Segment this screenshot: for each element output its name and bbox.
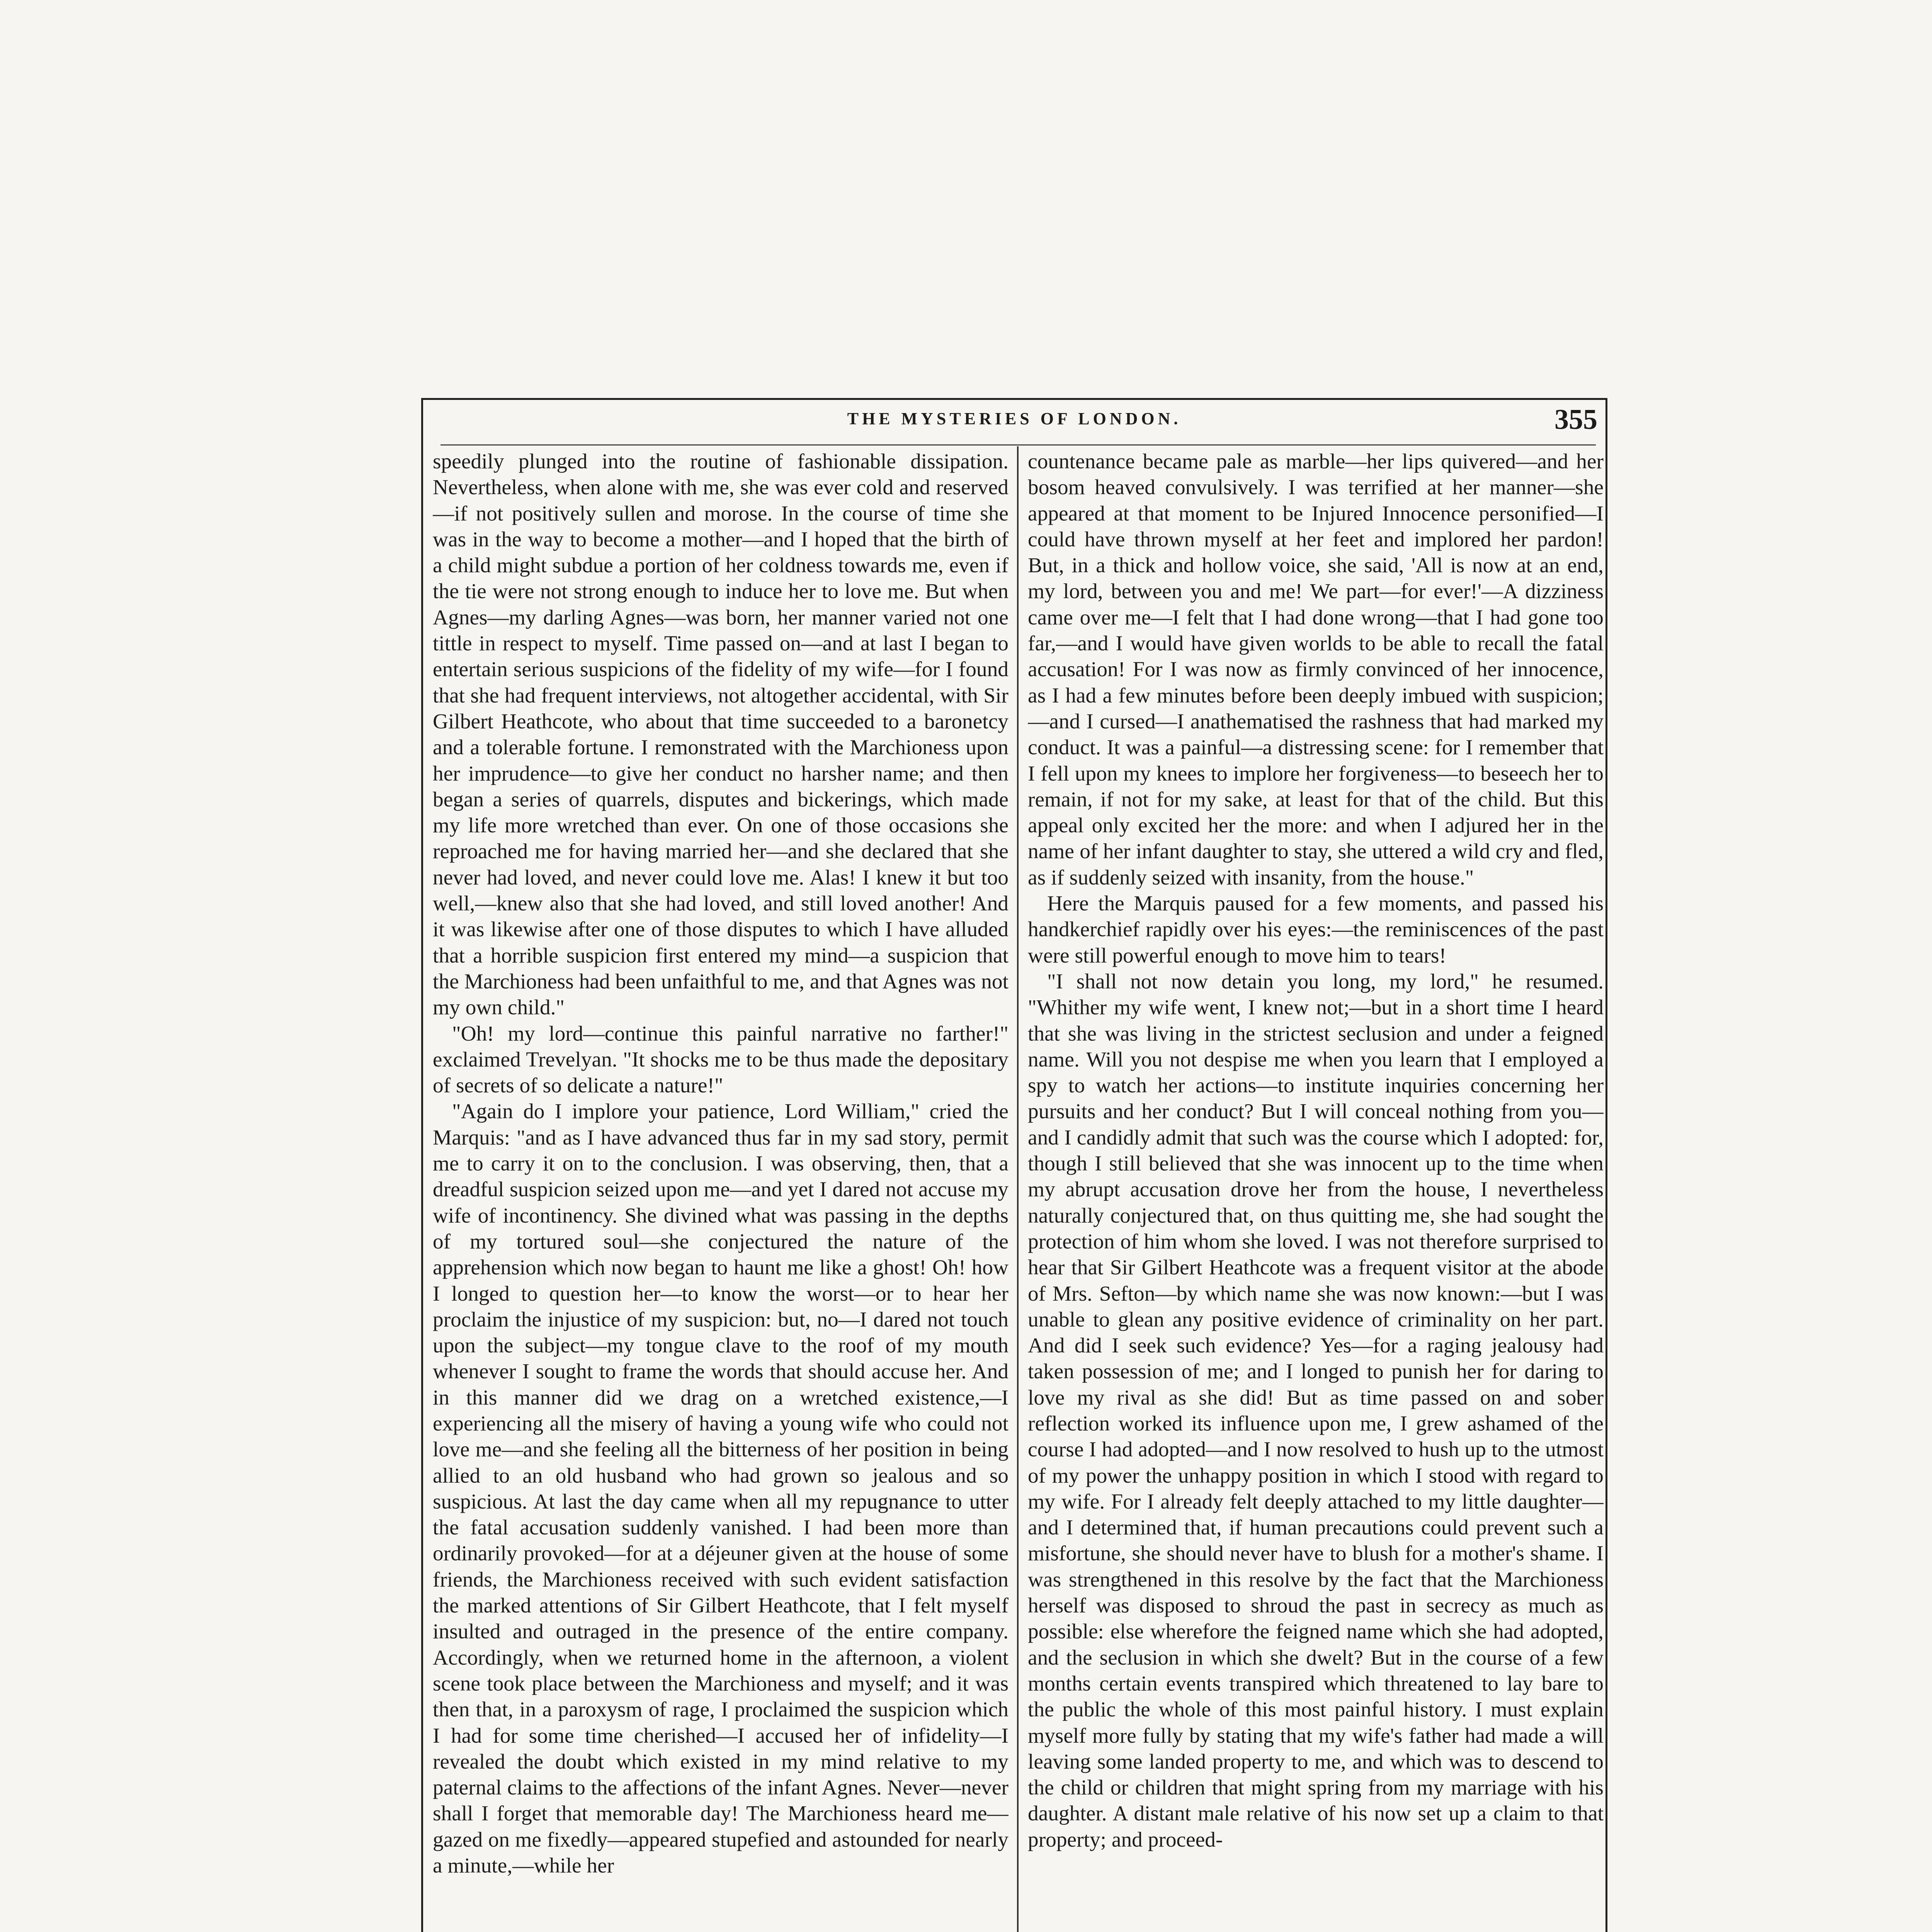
page-header (425, 402, 1604, 444)
column-divider (1017, 446, 1019, 1932)
page-number: 355 (1554, 404, 1597, 435)
right-column (1028, 448, 1604, 1932)
paragraph: speedily plunged into the routine of fashionable dissipation. Nevertheless, when alone with me, she was ever cold and reserved—if not positively sullen and morose. In the course of time she was in the way to become a mother—and I hoped that the birth of a child might subdue a portion of her coldness towards me, even if the tie were not strong enough to induce her to love me. But when Agnes—my darling Agnes—was born, her manner varied not one tittle in respect to myself. Time passed on—and at last I began to entertain serious suspicions of the fidelity of my wife—for I found that she had frequent interviews, not altogether accidental, with Sir Gilbert Heathcote, who about that time succeeded to a baronetcy and a tolerable fortune. I remonstrated with the Marchioness upon her imprudence—to give her conduct no harsher name; and then began a series of quarrels, disputes and bickerings, which made my life more wretched than ever. On one of those occasions she reproached me for having married her—and she declared that she never had loved, and never could love me. Alas! I knew it but too well,—knew also that she had loved, and still loved another! And it was likewise after one of those disputes to which I have alluded that a horrible suspicion first entered my mind—a suspicion that the Marchioness had been unfaithful to me, and that Agnes was not my own child." (433, 449, 1009, 1019)
running-head: THE MYSTERIES OF LONDON. (847, 409, 1182, 428)
paragraph: Here the Marquis paused for a few moments, and passed his handkerchief rapidly over his eyes:—the reminiscences of the past were still powerful enough to move him to tears! (1028, 891, 1604, 967)
left-column (433, 448, 1009, 1932)
paragraph: "Again do I implore your patience, Lord William," cried the Marquis: "and as I have advanced thus far in my sad story, permit me to carry it on to the conclusion. I was observing, then, that a dreadful suspicion seized upon me—and yet I dared not accuse my wife of incontinency. She divined what was passing in the depths of my tortured soul—she conjectured the nature of the apprehension which now began to haunt me like a ghost! Oh! how I longed to question her—to know the worst—or to hear her proclaim the injustice of my suspicion: but, no—I dared not touch upon the subject—my tongue clave to the roof of my mouth whenever I sought to frame the words that should accuse her. And in this manner did we drag on a wretched existence,—I experiencing all the misery of having a young wife who could not love me—and she feeling all the bitterness of her position in being allied to an old husband who had grown so jealous and so suspicious. At last the day came when all my repugnance to utter the fatal accusation suddenly vanished. I had been more than ordinarily provoked—for at a déjeuner given at the house of some friends, the Marchioness received with such evident satisfaction the marked attentions of Sir Gilbert Heathcote, that I felt myself insulted and outraged in the presence of the entire company. Accordingly, when we returned home in the afternoon, a violent scene took place between the Marchioness and myself; and it was then that, in a paroxysm of rage, I proclaimed the suspicion which I had for some time cherished—I accused her of infidelity—I revealed the doubt which existed in my mind relative to my paternal claims to the affections of the infant Agnes. Never—never shall I forget that memorable day! The Marchioness heard me—gazed on me fixedly—appeared stupefied and astounded for nearly a minute,—while her (433, 1099, 1009, 1878)
header-rule (440, 444, 1596, 446)
paragraph: countenance became pale as marble—her lips quivered—and her bosom heaved convulsively. I was terrified at her manner—she appeared at that moment to be Injured Innocence personified—I could have thrown myself at her feet and implored her pardon! But, in a thick and hollow voice, she said, 'All is now at an end, my lord, between you and me! We part—for ever!'—A dizziness came over me—I felt that I had done wrong—that I had gone too far,—and I would have given worlds to be able to recall the fatal accusation! For I was now as firmly convinced of her innocence, as I had a few minutes before been deeply imbued with suspicion;—and I cursed—I anathematised the rashness that had marked my conduct. It was a painful—a distressing scene: for I remember that I fell upon my knees to implore her forgiveness—to beseech her to remain, if not for my sake, at least for that of the child. But this appeal only excited her the more: and when I adjured her in the name of her infant daughter to stay, she uttered a wild cry and fled, as if suddenly seized with insanity, from the house." (1028, 449, 1604, 889)
paragraph: "I shall not now detain you long, my lord," he resumed. "Whither my wife went, I knew not;—but in a short time I heard that she was living in the strictest seclusion and under a feigned name. Will you not despise me when you learn that I employed a spy to watch her actions—to institute inquiries concerning her pursuits and her conduct? But I will conceal nothing from you—and I candidly admit that such was the course which I adopted: for, though I still believed that she was innocent up to the time when my abrupt accusation drove her from the house, I nevertheless naturally conjectured that, on thus quitting me, she had sought the protection of him whom she loved. I was not therefore surprised to hear that Sir Gilbert Heathcote was a frequent visitor at the abode of Mrs. Sefton—by which name she was now known:—but I was unable to glean any positive evidence of criminality on her part. And did I seek such evidence? Yes—for a raging jealousy had taken possession of me; and I longed to punish her for daring to love my rival as she did! But as time passed on and sober reflection worked its influence upon me, I grew ashamed of the course I had adopted—and I now resolved to hush up to the utmost of my power the unhappy position in which I stood with regard to my wife. For I already felt deeply attached to my little daughter—and I determined that, if human precautions could prevent such a misfortune, she should never have to blush for a mother's shame. I was strengthened in this resolve by the fact that the Marchioness herself was disposed to shroud the past in secrecy as much as possible: else wherefore the feigned name which she had adopted, and the seclusion in which she dwelt? But in the course of a few months certain events transpired which threatened to lay bare to the public the whole of this most painful history. I must explain myself more fully by stating that my wife's father had made a will leaving some landed property to me, and which was to descend to the child or children that might spring from my marriage with his daughter. A distant male relative of his now set up a claim to that property; and proceed- (1028, 969, 1604, 1851)
paragraph: "Oh! my lord—continue this painful narrative no farther!" exclaimed Trevelyan. "It shocks me to be thus made the depositary of secrets of so delicate a nature!" (433, 1021, 1009, 1097)
